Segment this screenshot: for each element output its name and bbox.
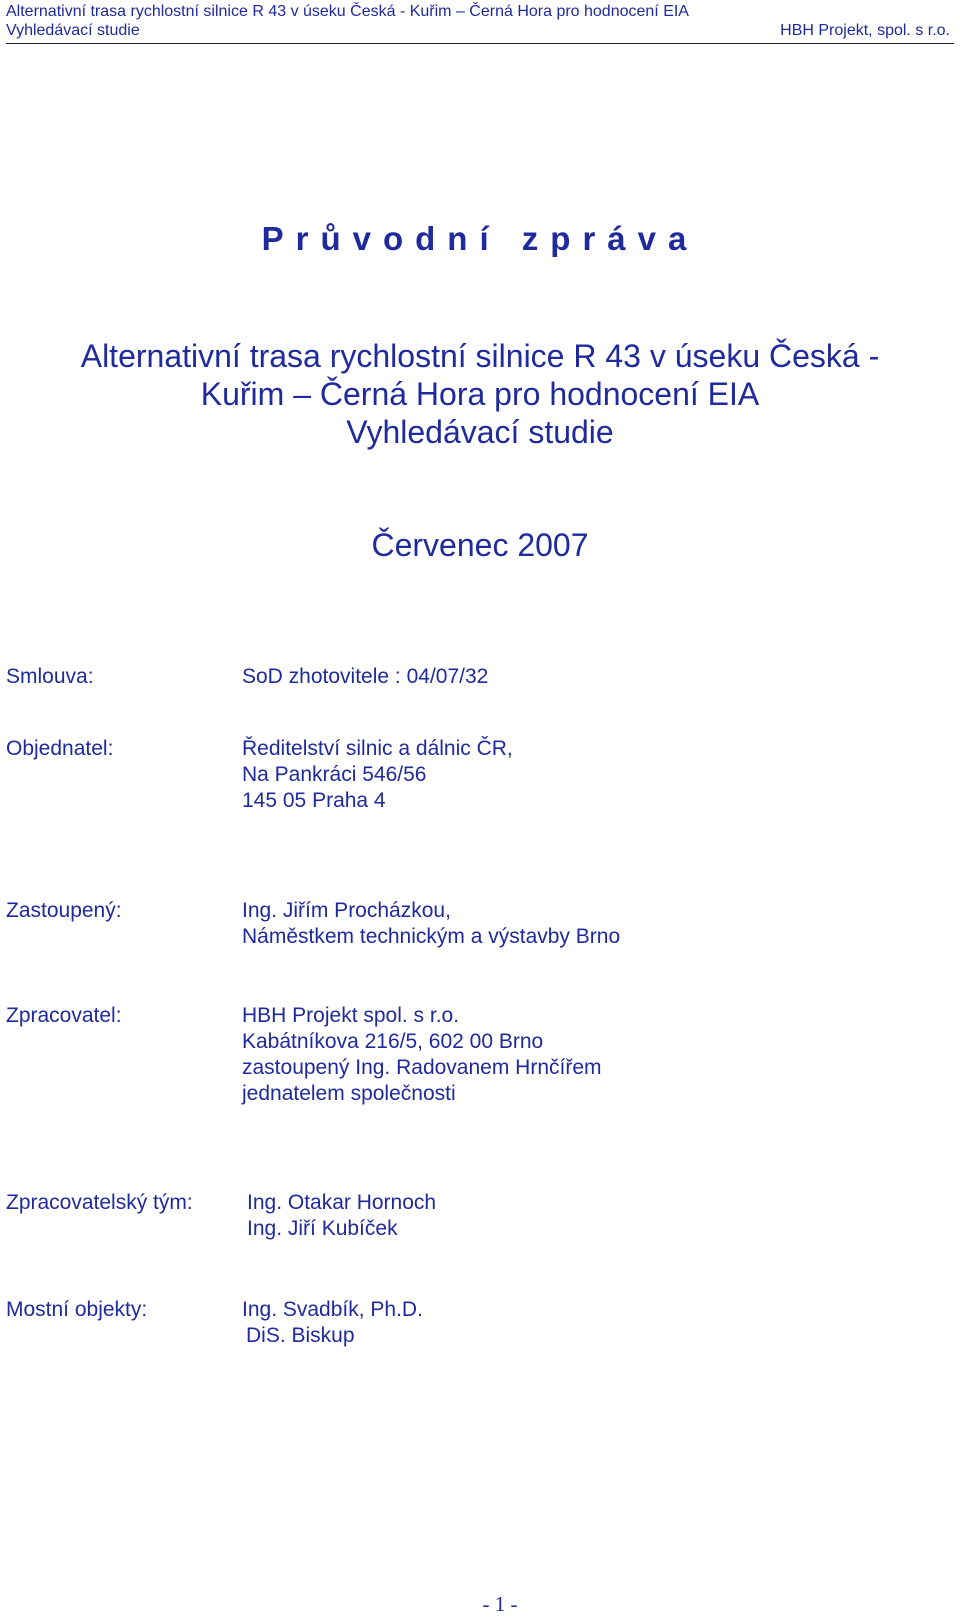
processor-line-3: zastoupený Ing. Radovanem Hrnčířem xyxy=(242,1056,602,1079)
processor-label: Zpracovatel: xyxy=(6,1004,122,1027)
header-study-type: Vyhledávací studie xyxy=(6,22,140,39)
client-line-3: 145 05 Praha 4 xyxy=(242,789,386,812)
header-project-title: Alternativní trasa rychlostní silnice R 43 v úseku Česká - Kuřim – Černá Hora pro hodnocení EIA xyxy=(6,3,689,20)
page-header xyxy=(6,0,954,44)
processor-line-1: HBH Projekt spol. s r.o. xyxy=(242,1004,460,1027)
team-value xyxy=(247,1190,436,1242)
bridges-line-1: Ing. Svadbík, Ph.D. xyxy=(242,1298,423,1321)
document-date: Červenec 2007 xyxy=(371,527,589,563)
document-heading: Průvodní zpráva xyxy=(261,220,699,257)
processor-value xyxy=(242,1003,602,1107)
team-member-1: Ing. Otakar Hornoch xyxy=(247,1191,437,1214)
client-line-2: Na Pankráci 546/56 xyxy=(242,763,427,786)
represented-value xyxy=(242,898,620,950)
page-number: - 1 - xyxy=(482,1592,518,1616)
processor-line-4: jednatelem společnosti xyxy=(242,1082,456,1105)
represented-line-2: Náměstkem technickým a výstavby Brno xyxy=(242,925,621,948)
client-value xyxy=(242,736,513,814)
processor-line-2: Kabátníkova 216/5, 602 00 Brno xyxy=(242,1030,544,1053)
bridges-value xyxy=(242,1297,423,1349)
bridges-line-2: DiS. Biskup xyxy=(246,1324,355,1347)
contract-label: Smlouva: xyxy=(6,665,94,688)
contract-value-line: SoD zhotovitele : 04/07/32 xyxy=(242,665,489,688)
title-line-1: Alternativní trasa rychlostní silnice R 43 v úseku Česká - xyxy=(80,338,880,374)
title-line-3: Vyhledávací studie xyxy=(346,414,614,450)
title-line-2: Kuřim – Černá Hora pro hodnocení EIA xyxy=(200,376,760,412)
header-company: HBH Projekt, spol. s r.o. xyxy=(780,22,950,39)
document-title xyxy=(0,337,960,451)
client-label: Objednatel: xyxy=(6,737,114,760)
team-member-2: Ing. Jiří Kubíček xyxy=(247,1217,398,1240)
team-label: Zpracovatelský tým: xyxy=(6,1191,193,1214)
contract-value xyxy=(242,664,488,690)
bridges-label: Mostní objekty: xyxy=(6,1298,148,1321)
client-line-1: Ředitelství silnic a dálnic ČR, xyxy=(242,737,513,760)
represented-label: Zastoupený: xyxy=(6,899,122,922)
represented-line-1: Ing. Jiřím Procházkou, xyxy=(242,899,451,922)
